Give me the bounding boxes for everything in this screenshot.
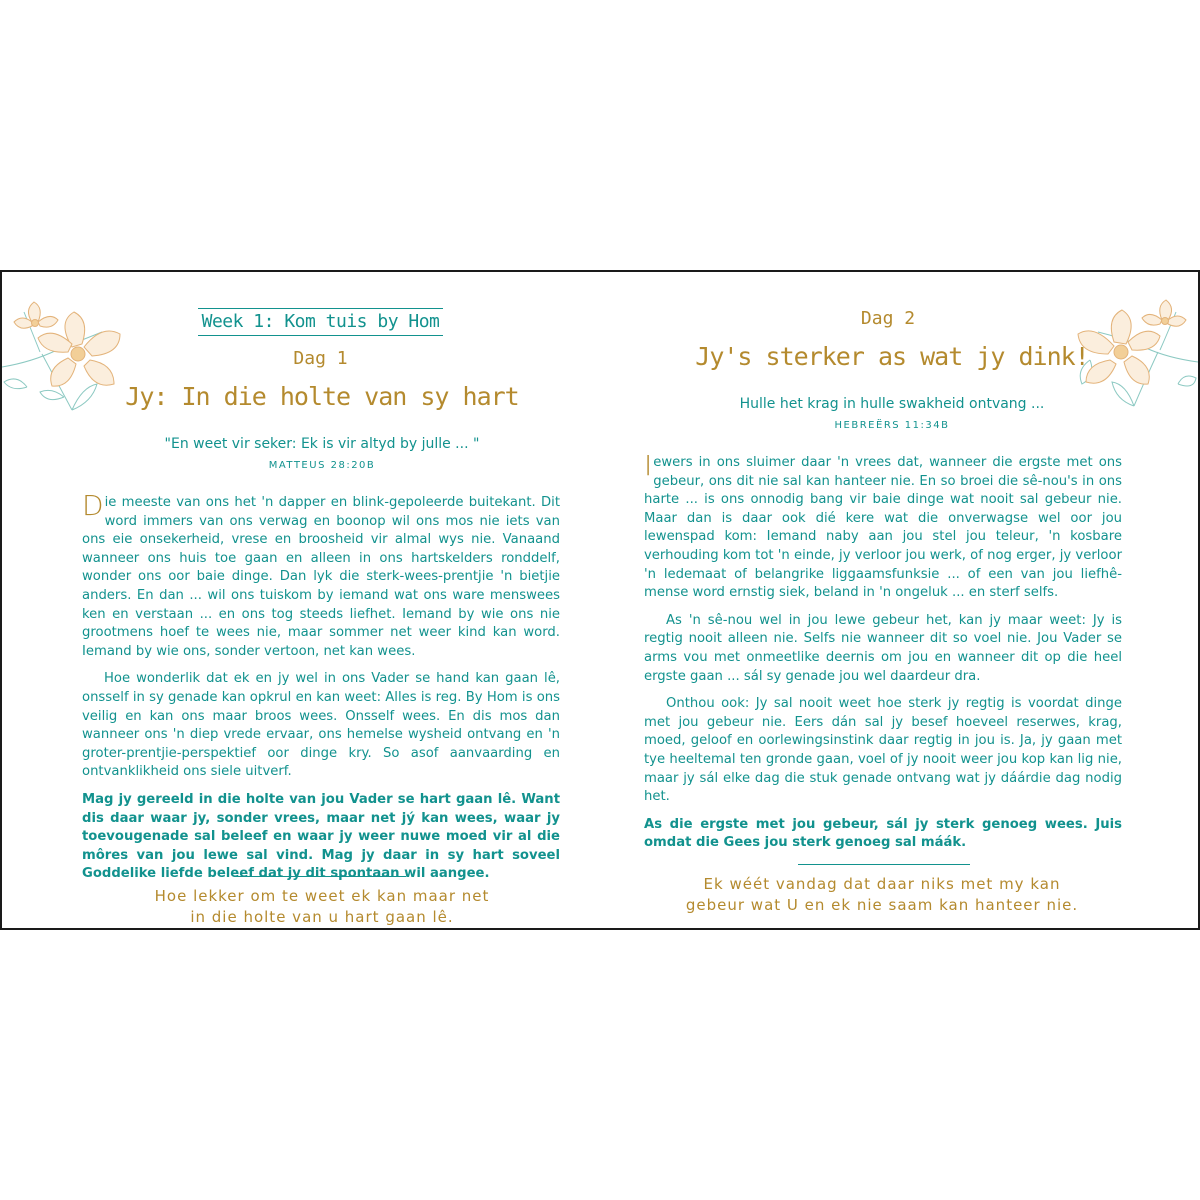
devotion-body bbox=[644, 449, 1122, 862]
scripture-quote: "En weet vir seker: Ek is vir altyd by julle ... " bbox=[164, 436, 480, 452]
week-title: Week 1: Kom tuis by Hom bbox=[198, 308, 443, 336]
paragraph-text: ewers in ons sluimer daar 'n vrees dat, wanneer die ergste met ons gebeur, ons dit nie sal kan hanteer nie. En so broei die sê-nou's in ons harte ... is ons onnodig bang vir baie dinge wat nooit sal gebeur nie. Maar dan is daar ook dié kere wat die onverwagse wel oor jou lewenspad kom: Iemand naby aan jou stel jou teleur, 'n kosbare verhouding kom tot 'n einde, jy verloor jou werk, of nog erger, jy verloor 'n ledemaat of belangrike liggaamsfunksie ... of een van jou liefhê-mense word ernstig siek, beland in 'n ongeluk ... en sterf selfs. bbox=[644, 455, 1122, 601]
prayer-line: in die holte van u hart gaan lê. bbox=[190, 908, 454, 926]
paragraph bbox=[82, 489, 560, 661]
prayer bbox=[102, 886, 542, 928]
prayer-line: gebeur wat U en ek nie saam kan hanteer nie. bbox=[685, 896, 1079, 914]
prayer-line: Ek wéét vandag dat daar niks met my kan bbox=[703, 875, 1061, 893]
page-title: Jy's sterker as wat jy dink! bbox=[695, 342, 1089, 371]
scripture-quote: Hulle het krag in hulle swakheid ontvang ... bbox=[739, 396, 1045, 412]
flower-icon bbox=[2, 292, 142, 422]
drop-cap: I bbox=[644, 449, 653, 482]
prayer-line: Hoe lekker om te weet ek kan maar net bbox=[154, 887, 490, 905]
divider bbox=[798, 864, 970, 865]
divider bbox=[234, 876, 406, 877]
drop-cap: D bbox=[82, 489, 104, 522]
day-label: Dag 1 bbox=[293, 348, 348, 369]
paragraph-text: ie meeste van ons het 'n dapper en blink-gepoleerde buitekant. Dit word immers van ons verwag en boonop wil ons mos nie iets van ons eie onsekerheid, vrese en broosheid vir almal wys nie. Vanaand wanneer ons huis toe gaan en alleen in ons hartskelders ronddelf, wonder ons oor baie dinge. Dan lyk die sterk-wees-prentjie 'n bietjie anders. En dan ... wil ons tuiskom by iemand wat ons ware menswees ken en verstaan ... en ons tog steeds liefhet. Iemand by wie ons nie grootmens hoef te wees nie, maar sommer net weer kind kan word. Iemand by wie ons, sonder vertoon, net kan wees. bbox=[82, 495, 560, 659]
page-title: Jy: In die holte van sy hart bbox=[125, 382, 519, 411]
scripture-reference: HEBREËRS 11:34B bbox=[834, 420, 950, 431]
paragraph: As 'n sê-nou wel in jou lewe gebeur het, kan jy maar weet: Jy is regtig nooit alleen nie. Selfs nie wanneer dit so voel nie. Jou Vader se arms vou met onmeetlike deernis om jou en wanneer dit op die heel ergste gaan ... sál sy genade jou wel daardeur dra. bbox=[644, 612, 1122, 684]
closing-blessing: As die ergste met jou gebeur, sál jy sterk genoeg wees. Juis omdat die Gees jou sterk genoeg sal máák. bbox=[644, 816, 1122, 851]
left-page bbox=[2, 272, 602, 928]
right-page bbox=[602, 272, 1198, 928]
paragraph bbox=[644, 449, 1122, 603]
day-label: Dag 2 bbox=[860, 308, 916, 329]
prayer bbox=[642, 874, 1122, 916]
paragraph: Onthou ook: Jy sal nooit weet hoe sterk jy regtig is voordat dinge met jou gebeur nie. Eers dán sal jy besef hoeveel reserwes, krag, moed, geloof en oorlewingsinstink daar regtig in jou is. Ja, jy gaan met tye heeltemal ten gronde gaan, voel of jy nooit weer jou kop kan lig nie, maar jy sál elke dag die stuk genade ontvang wat jy dáárdie dag nodig het. bbox=[644, 696, 1122, 805]
paragraph: Hoe wonderlik dat ek en jy wel in ons Vader se hand kan gaan lê, onsself in sy genade kan opkrul en kan weet: Alles is reg. By Hom is ons veilig en kan ons maar broos wees. Onsself wees. En dis mos dan wanneer ons 'n diep vrede ervaar, ons hemelse wysheid ontvang en 'n groter-prentjie-perspektief oor dinge kry. So asof aanvaarding en ontvanklikheid ons siele uitverf. bbox=[82, 671, 560, 780]
scripture-reference: MATTEUS 28:20B bbox=[268, 460, 376, 471]
closing-blessing: Mag jy gereeld in die holte van jou Vader se hart gaan lê. Want dis daar waar jy, sonder vrees, maar net jý kan wees, waar jy toevougenade sal beleef en waar jy weer nuwe moed vir al die môres van jou lewe sal vind. Mag jy daar in sy hart soveel Goddelike liefde beleef dat jy dit spontaan wil aangee. bbox=[82, 791, 560, 882]
devotion-body bbox=[82, 489, 560, 893]
book-spread bbox=[0, 270, 1200, 930]
